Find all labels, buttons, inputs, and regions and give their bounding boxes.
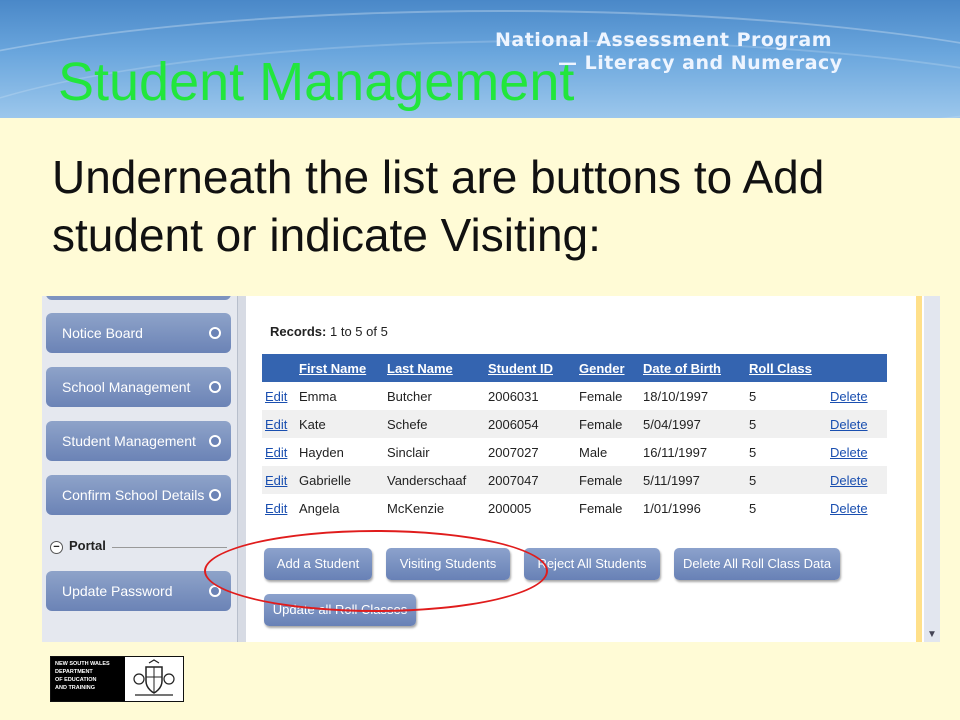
column-header-student-id[interactable]: Student ID [485, 354, 576, 382]
delete-link[interactable]: Delete [830, 388, 868, 404]
cell-last-name: Sinclair [387, 444, 430, 460]
collapse-icon[interactable]: − [50, 541, 63, 554]
update-all-roll-classes-button[interactable]: Update all Roll Classes [264, 594, 416, 626]
cell-gender: Female [579, 500, 623, 516]
column-header-date-of-birth[interactable]: Date of Birth [640, 354, 746, 382]
visiting-students-button[interactable]: Visiting Students [386, 548, 510, 580]
edit-link[interactable]: Edit [265, 388, 288, 404]
add-student-button[interactable]: Add a Student [264, 548, 372, 580]
cell-first-name: Emma [299, 388, 337, 404]
cell-roll-class: 5 [746, 466, 827, 494]
delete-link[interactable]: Delete [830, 444, 868, 460]
edit-link[interactable]: Edit [262, 410, 296, 438]
nav-item-label: School Management [62, 379, 191, 395]
delete-all-roll-class-data-button[interactable]: Delete All Roll Class Data [674, 548, 840, 580]
nav-item-notice-board[interactable] [46, 313, 231, 353]
cell-first-name: Hayden [299, 444, 344, 460]
delete-link[interactable]: Delete [827, 410, 887, 438]
cell-gender: Male [579, 444, 608, 460]
edit-link[interactable]: Edit [262, 466, 296, 494]
students-table [262, 354, 887, 522]
cell-first-name: Gabrielle [296, 466, 384, 494]
logo-line: AND TRAINING [55, 685, 96, 691]
left-navigation [42, 296, 237, 642]
cell-dob: 5/11/1997 [640, 466, 746, 494]
cell-last-name: McKenzie [387, 500, 445, 516]
coat-of-arms-icon [129, 659, 179, 699]
edit-link[interactable]: Edit [265, 500, 288, 516]
nav-item-confirm-school-details[interactable] [46, 475, 231, 515]
highlight-circle [204, 530, 548, 612]
cell-student-id: 2007027 [488, 444, 539, 460]
column-header-last-name[interactable]: Last Name [384, 354, 485, 382]
nav-item-student-management[interactable] [46, 421, 231, 461]
cell-student-id: 2006054 [485, 410, 576, 438]
table-header-row [262, 354, 887, 382]
records-count [270, 324, 388, 339]
cell-roll-class: 5 [746, 410, 827, 438]
nav-item-label: Notice Board [62, 325, 143, 341]
logo-line: NEW SOUTH WALES [55, 661, 110, 667]
circle-icon [209, 381, 221, 393]
column-header-gender[interactable]: Gender [576, 354, 640, 382]
cell-first-name: Kate [296, 410, 384, 438]
portal-section-header[interactable] [50, 538, 106, 554]
nav-item-label: Confirm School Details [62, 487, 205, 503]
edit-link[interactable]: Edit [265, 444, 288, 460]
slide-title: Student Management [58, 52, 575, 112]
column-header-delete [827, 354, 887, 382]
cell-student-id: 2007047 [485, 466, 576, 494]
logo-line: OF EDUCATION [55, 677, 97, 683]
records-value: 1 to 5 of 5 [329, 324, 388, 339]
slide-body-text: Underneath the list are buttons to Add student or indicate Visiting: [52, 151, 825, 261]
circle-icon [209, 327, 221, 339]
cell-roll-class: 5 [749, 444, 757, 460]
cell-dob: 18/10/1997 [643, 388, 709, 404]
cell-dob: 16/11/1997 [643, 444, 708, 460]
records-label: Records: [270, 324, 327, 339]
divider [112, 547, 227, 548]
circle-icon [209, 435, 221, 447]
cell-dob: 1/01/1996 [643, 500, 701, 516]
cell-student-id: 200005 [488, 500, 532, 516]
nav-item-update-password[interactable] [46, 571, 231, 611]
cell-last-name: Vanderschaaf [384, 466, 485, 494]
nav-item-label: Update Password [62, 583, 173, 599]
scroll-down-arrow-icon[interactable]: ▼ [927, 629, 937, 640]
table-row [262, 494, 887, 522]
delete-link[interactable]: Delete [827, 466, 887, 494]
table-row [262, 382, 887, 410]
reject-all-students-button[interactable]: Reject All Students [524, 548, 660, 580]
cell-first-name: Angela [299, 500, 340, 516]
nav-item-school-management[interactable] [46, 367, 231, 407]
department-logo [50, 656, 184, 702]
nav-item-label: Student Management [62, 433, 196, 449]
cell-last-name: Schefe [384, 410, 485, 438]
vertical-scrollbar[interactable] [924, 296, 940, 642]
column-header-roll-class[interactable]: Roll Class [746, 354, 827, 382]
delete-link[interactable]: Delete [830, 500, 868, 516]
cell-roll-class: 5 [749, 388, 757, 404]
program-name-line2: — Literacy and Numeracy [558, 52, 843, 74]
table-row [262, 466, 887, 494]
content-border [916, 296, 922, 642]
nav-previous-item [46, 296, 231, 300]
portal-label: Portal [69, 538, 106, 553]
cell-gender: Female [576, 466, 640, 494]
cell-gender: Female [579, 388, 623, 404]
table-row [262, 438, 887, 466]
column-header-first-name[interactable]: First Name [296, 354, 384, 382]
table-row [262, 410, 887, 438]
cell-student-id: 2006031 [488, 388, 539, 404]
cell-last-name: Butcher [387, 388, 432, 404]
logo-text [51, 657, 125, 701]
cell-roll-class: 5 [749, 500, 757, 516]
cell-gender: Female [576, 410, 640, 438]
column-header-edit [262, 354, 296, 382]
logo-line: DEPARTMENT [55, 669, 93, 675]
cell-dob: 5/04/1997 [640, 410, 746, 438]
program-name-line1: National Assessment Program [495, 29, 833, 51]
circle-icon [209, 489, 221, 501]
